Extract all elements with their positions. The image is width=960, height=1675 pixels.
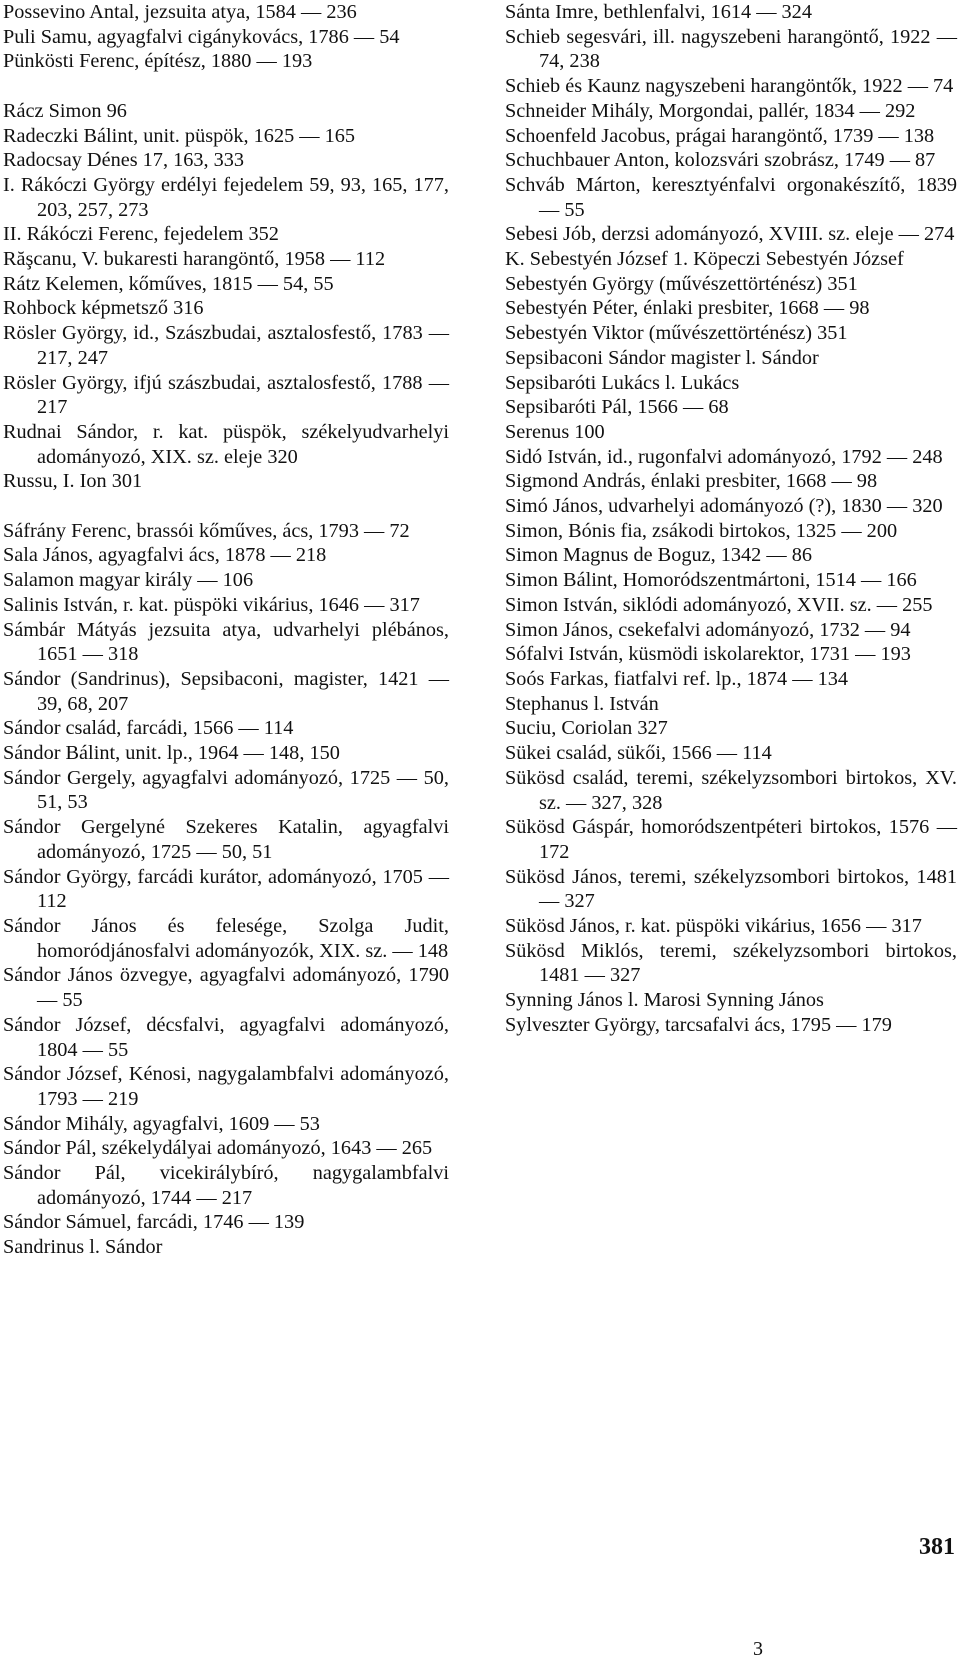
index-entry: Sándor (Sandrinus), Sepsibaconi, magister, 1421 — 39, 68, 207 (3, 667, 449, 715)
index-entry: Sandrinus l. Sándor (3, 1236, 163, 1259)
index-entry: Serenus 100 (505, 420, 605, 443)
index-entry: Rösler György, id., Szászbudai, asztalosfestő, 1783 — 217, 247 (3, 322, 449, 369)
index-entry: Simó János, udvarhelyi adományozó (?), 1830 — 320 (505, 495, 943, 518)
index-entry: Sándor György, farcádi kurátor, adományozó, 1705 — 112 (3, 865, 449, 913)
index-entry: Sala János, agyagfalvi ács, 1878 — 218 (3, 544, 327, 567)
index-entry: Schieb és Kaunz nagyszebeni harangöntők, 1922 — 74 (505, 75, 954, 98)
index-entry: Sándor Gergelyné Szekeres Katalin, agyagfalvi adományozó, 1725 — 50, 51 (3, 816, 449, 863)
index-entry: Synning János l. Marosi Synning János (505, 989, 824, 1012)
index-entry: Salinis István, r. kat. püspöki vikárius, 1646 — 317 (3, 593, 420, 616)
index-entry: Soós Farkas, fiatfalvi ref. lp., 1874 — 134 (505, 667, 849, 690)
index-entry: Rudnai Sándor, r. kat. püspök, székelyudvarhelyi adományozó, XIX. sz. eleje 320 (3, 420, 449, 468)
footer-number: 3 (753, 1638, 763, 1660)
index-entry: Rösler György, ifjú szászbudai, asztalosfestő, 1788 — 217 (3, 371, 449, 419)
index-entry: Sylveszter György, tarcsafalvi ács, 1795 — 179 (505, 1013, 892, 1036)
index-entry: Sándor János özvegye, agyagfalvi adományozó, 1790 — 55 (3, 964, 449, 1012)
page-number: 381 (919, 1534, 955, 1560)
index-entry: Sándor Pál, vicekirálybíró, nagygalambfalvi adományozó, 1744 — 217 (3, 1162, 449, 1209)
index-entry: Simon Magnus de Boguz, 1342 — 86 (505, 544, 813, 567)
index-entry: Sándor Mihály, agyagfalvi, 1609 — 53 (3, 1112, 320, 1135)
index-entry: Schváb Márton, keresztyénfalvi orgonakészítő, 1839 — 55 (505, 173, 957, 221)
section-gap (3, 74, 449, 99)
index-entry: Puli Samu, agyagfalvi cigánykovács, 1786 — 54 (3, 25, 400, 48)
index-entry: Sándor Gergely, agyagfalvi adományozó, 1725 — 50, 51, 53 (3, 766, 449, 814)
index-entry: II. Rákóczi Ferenc, fejedelem 352 (3, 223, 279, 246)
index-entry: Schieb segesvári, ill. nagyszebeni harangöntő, 1922 — 74, 238 (505, 25, 957, 73)
index-entry: Sükösd Gáspár, homoródszentpéteri birtokos, 1576 — 172 (505, 816, 957, 863)
index-entry: Russu, I. Ion 301 (3, 470, 143, 493)
index-entry: Sepsibaróti Pál, 1566 — 68 (505, 396, 729, 419)
index-entry: Sükösd család, teremi, székelyzsombori birtokos, XV. sz. — 327, 328 (505, 766, 957, 814)
index-entry: Sükösd Miklós, teremi, székelyzsombori birtokos, 1481 — 327 (505, 939, 957, 987)
index-entry: Rátz Kelemen, kőműves, 1815 — 54, 55 (3, 272, 334, 295)
index-entry: Sánta Imre, bethlenfalvi, 1614 — 324 (505, 1, 812, 23)
index-entry: Sükei család, sükői, 1566 — 114 (505, 742, 772, 765)
index-entry: Stephanus l. István (505, 692, 659, 715)
index-entry: Radocsay Dénes 17, 163, 333 (3, 149, 245, 172)
index-entry: Sepsibaróti Lukács l. Lukács (505, 371, 740, 394)
index-entry: Simon Bálint, Homoródszentmártoni, 1514 — 166 (505, 569, 917, 592)
index-entry: Sámbár Mátyás jezsuita atya, udvarhelyi plébános, 1651 — 318 (3, 618, 449, 666)
index-entry: I. Rákóczi György erdélyi fejedelem 59, 93, 165, 177, 203, 257, 273 (3, 173, 449, 221)
index-entry: Schneider Mihály, Morgondai, pallér, 1834 — 292 (505, 99, 916, 122)
index-entry: Pünkösti Ferenc, építész, 1880 — 193 (3, 50, 313, 73)
index-entry: Sándor Bálint, unit. lp., 1964 — 148, 150 (3, 742, 340, 765)
index-entry: Sebestyén György (művészettörténész) 351 (505, 272, 858, 295)
index-entry: Simon János, csekefalvi adományozó, 1732 — 94 (505, 618, 911, 641)
index-column-left (3, 0, 449, 1260)
index-entry: Rohbock képmetsző 316 (3, 297, 204, 320)
index-entry: Possevino Antal, jezsuita atya, 1584 — 236 (3, 1, 357, 23)
index-entry: Sáfrány Ferenc, brassói kőműves, ács, 1793 — 72 (3, 519, 410, 542)
index-entry: Sepsibaconi Sándor magister l. Sándor (505, 346, 819, 369)
index-entry: Rácz Simon 96 (3, 99, 127, 122)
index-entry: Salamon magyar király — 106 (3, 569, 254, 592)
index-entry: K. Sebestyén József 1. Köpeczi Sebestyén József (505, 248, 904, 271)
index-entry: Schuchbauer Anton, kolozsvári szobrász, 1749 — 87 (505, 149, 936, 172)
index-entry: Sebesi Jób, derzsi adományozó, XVIII. sz. eleje — 274 (505, 223, 955, 246)
index-entry: Sófalvi István, küsmödi iskolarektor, 1731 — 193 (505, 643, 911, 666)
index-entry: Suciu, Coriolan 327 (505, 717, 668, 740)
index-entry: Sándor Sámuel, farcádi, 1746 — 139 (3, 1211, 305, 1234)
index-entry: Sándor család, farcádi, 1566 — 114 (3, 717, 294, 740)
index-entry: Schoenfeld Jacobus, prágai harangöntő, 1739 — 138 (505, 124, 935, 147)
index-entry: Răşcanu, V. bukaresti harangöntő, 1958 — 112 (3, 248, 386, 271)
index-entry: Radeczki Bálint, unit. püspök, 1625 — 165 (3, 124, 356, 147)
index-entry: Simon István, siklódi adományozó, XVII. sz. — 255 (505, 593, 933, 616)
index-entry: Sidó István, id., rugonfalvi adományozó, 1792 — 248 (505, 445, 943, 468)
index-entry: Sebestyén Péter, énlaki presbiter, 1668 — 98 (505, 297, 870, 320)
index-entry: Sebestyén Viktor (művészettörténész) 351 (505, 322, 848, 345)
index-entry: Sükösd János, r. kat. püspöki vikárius, 1656 — 317 (505, 915, 922, 938)
index-entry: Sándor János és felesége, Szolga Judit, homoródjánosfalvi adományozók, XIX. sz. — 148 (3, 914, 449, 962)
index-entry: Sándor Pál, székelydályai adományozó, 1643 — 265 (3, 1137, 433, 1160)
index-entry: Sigmond András, énlaki presbiter, 1668 — 98 (505, 470, 878, 493)
section-gap (3, 494, 449, 519)
index-entry: Sükösd János, teremi, székelyzsombori birtokos, 1481 — 327 (505, 865, 957, 913)
index-entry: Sándor József, Kénosi, nagygalambfalvi adományozó, 1793 — 219 (3, 1063, 449, 1110)
index-entry: Simon, Bónis fia, zsákodi birtokos, 1325 — 200 (505, 519, 898, 542)
index-entry: Sándor József, décsfalvi, agyagfalvi adományozó, 1804 — 55 (3, 1013, 449, 1061)
index-column-right (505, 0, 957, 1038)
